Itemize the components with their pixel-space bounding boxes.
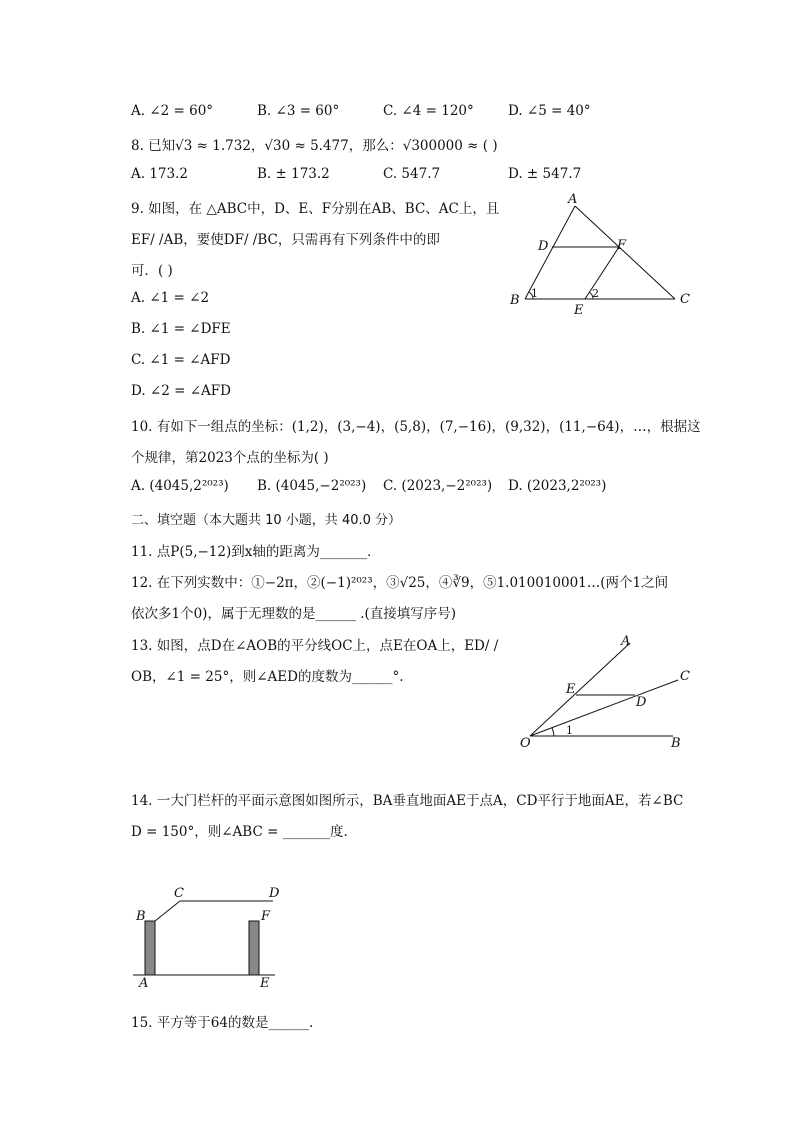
label-f: F (617, 238, 627, 253)
q15-stem: 15. 平方等于64的数是______. (131, 1015, 314, 1031)
q8-option-c: C. 547.7 (383, 166, 441, 182)
label-b: B (671, 736, 681, 751)
q10-line-2: 个规律，第2023个点的坐标为( ) (131, 450, 329, 466)
q9-triangle-figure (500, 190, 700, 320)
q8-stem: 8. 已知√3 ≈ 1.732，√30 ≈ 5.477，那么：√300000 ≈ ( ) (131, 138, 498, 154)
q9-option-a: A. ∠1 = ∠2 (131, 290, 210, 306)
q14-gate-figure (125, 880, 290, 990)
q9-option-d: D. ∠2 = ∠AFD (131, 383, 231, 399)
label-angle-1: 1 (531, 287, 538, 300)
q10-option-b: B. (4045,−2²⁰²³) (257, 478, 367, 494)
label-c: C (680, 669, 690, 684)
q10-line-1: 10. 有如下一组点的坐标：(1,2)，(3,−4)，(5,8)，(7,−16)，(9,32)，(11,−64)，…，根据这 (131, 419, 701, 435)
label-c: C (174, 886, 184, 901)
q14-line-2: D = 150°，则∠ABC = _______度. (131, 824, 348, 840)
q13-angle-bisector-figure (515, 628, 695, 753)
q8-option-a: A. 173.2 (131, 166, 188, 182)
q10-option-c: C. (2023,−2²⁰²³) (383, 478, 493, 494)
ray-oa (530, 643, 630, 736)
label-b: B (510, 293, 520, 308)
q7-option-c: C. ∠4 = 120° (383, 103, 474, 119)
q9-line-1: 9. 如图，在 △ABC中，D、E、F分别在AB、BC、AC上，且 (131, 201, 500, 217)
ray-oc (530, 680, 678, 736)
segment-fe (585, 247, 619, 299)
label-a: A (621, 634, 631, 649)
q13-line-1: 13. 如图，点D在∠AOB的平分线OC上，点E在OA上，ED/ / (131, 638, 499, 654)
label-b: B (136, 909, 146, 924)
q8-option-d: D. ± 547.7 (508, 166, 582, 182)
segment-ab (525, 206, 575, 299)
q12-line-1: 12. 在下列实数中：①−2π，②(−1)²⁰²³，③√25，④∛9，⑤1.010010001…(两个1之间 (131, 575, 669, 591)
label-c: C (680, 292, 690, 307)
label-angle-2: 2 (592, 287, 599, 300)
post-fe (249, 921, 259, 975)
label-a: A (139, 976, 149, 990)
label-a: A (568, 192, 578, 207)
q10-option-a: A. (4045,2²⁰²³) (131, 478, 229, 494)
label-e: E (566, 682, 576, 697)
label-d: D (538, 239, 549, 254)
label-e: E (260, 976, 270, 990)
post-ab (145, 921, 155, 975)
label-o: O (520, 736, 531, 751)
segment-bc (155, 901, 180, 921)
q9-option-c: C. ∠1 = ∠AFD (131, 352, 231, 368)
q8-option-b: B. ± 173.2 (257, 166, 330, 182)
q11-stem: 11. 点P(5,−12)到x轴的距离为_______． (131, 544, 381, 560)
label-d: D (636, 695, 647, 710)
q14-line-1: 14. 一大门栏杆的平面示意图如图所示，BA垂直地面AE于点A，CD平行于地面AE，若∠BC (131, 793, 684, 809)
q9-line-2: EF/ /AB，要使DF/ /BC，只需再有下列条件中的即 (131, 232, 440, 248)
q10-option-d: D. (2023,2²⁰²³) (508, 478, 607, 494)
label-d: D (269, 886, 280, 901)
q7-option-b: B. ∠3 = 60° (257, 103, 340, 119)
label-f: F (261, 909, 271, 924)
q12-line-2: 依次多1个0)，属于无理数的是______ .(直接填写序号) (131, 606, 457, 622)
label-e: E (574, 303, 584, 318)
q9-line-3: 可．( ) (131, 263, 173, 279)
label-angle-1: 1 (566, 724, 573, 737)
q7-option-a: A. ∠2 = 60° (131, 103, 214, 119)
q7-option-d: D. ∠5 = 40° (508, 103, 591, 119)
section-heading-fill-in: 二、填空题（本大题共 10 小题，共 40.0 分） (131, 513, 402, 528)
q9-option-b: B. ∠1 = ∠DFE (131, 321, 231, 337)
angle-1-arc (552, 728, 554, 736)
q13-line-2: OB，∠1 = 25°，则∠AED的度数为______°. (131, 669, 404, 685)
